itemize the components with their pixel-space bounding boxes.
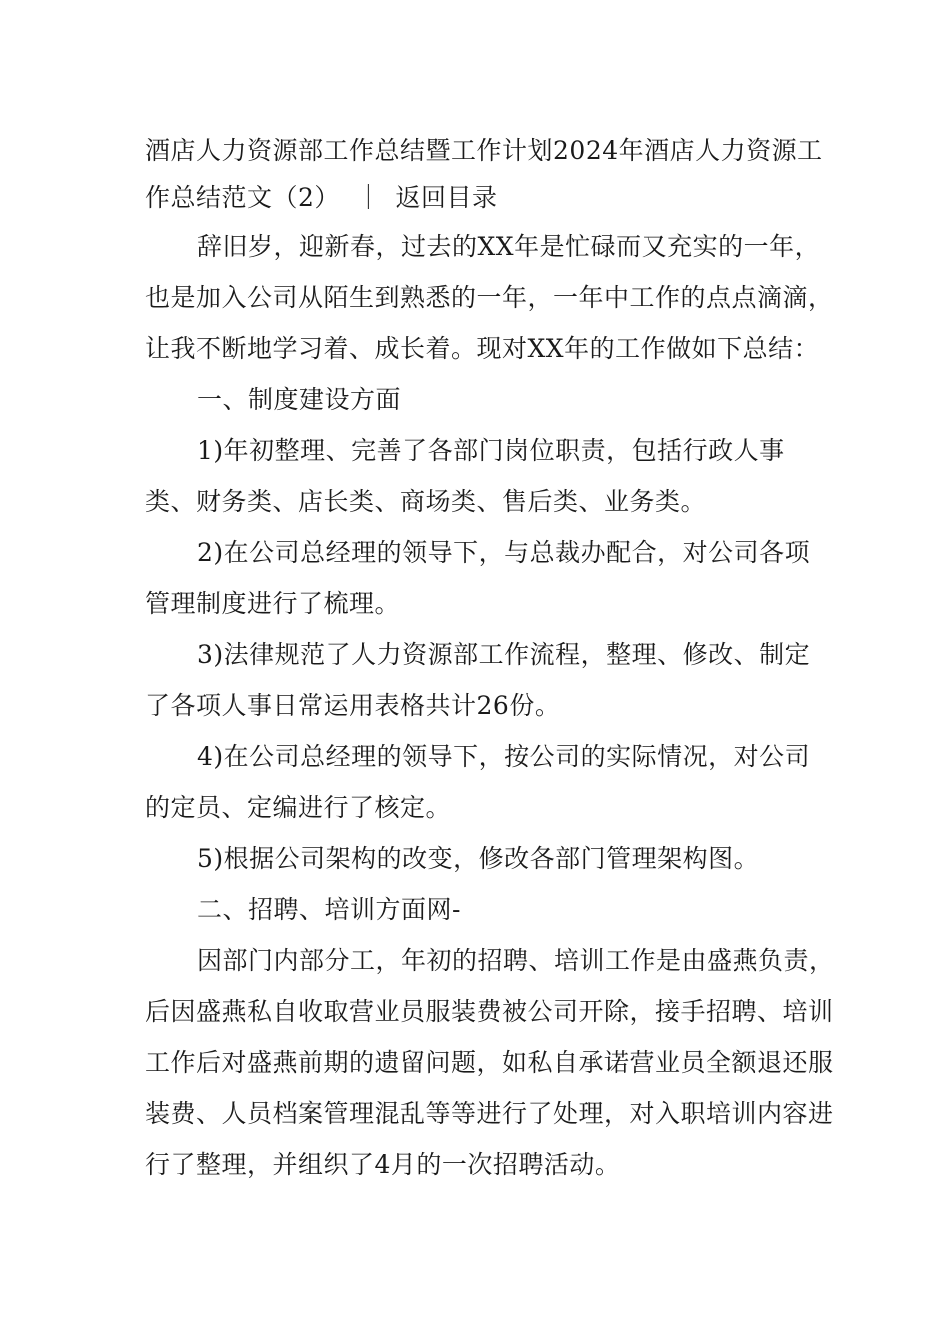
paragraph-item-5: 5)根据公司架构的改变，修改各部门管理架构图。 — [197, 844, 760, 873]
paragraph-recruitment: 因部门内部分工，年初的招聘、培训工作是由盛燕负责，后因盛燕私自收取营业员服装费被公司开除，接手招聘、培训工作后对盛燕前期的遗留问题，如私自承诺营业员全额退还服装费、人员档案管理混乱等等进行了处理，对入职培训内容进行了整理，并组织了4月的一次招聘活动。 — [145, 946, 835, 1179]
document-body — [145, 127, 835, 1190]
document-title — [145, 127, 835, 221]
title-separator: ｜ — [355, 183, 382, 212]
paragraph-intro: 辞旧岁，迎新春，过去的XX年是忙碌而又充实的一年，也是加入公司从陌生到熟悉的一年，一年中工作的点点滴滴，让我不断地学习着、成长着。现对XX年的工作做如下总结： — [145, 232, 834, 363]
back-to-toc-link[interactable]: 返回目录 — [395, 183, 498, 212]
section-heading-1: 一、制度建设方面 — [197, 385, 402, 414]
paragraph-item-1: 1)年初整理、完善了各部门岗位职责，包括行政人事类、财务类、店长类、商场类、售后类、业务类。 — [145, 436, 785, 516]
paragraph-item-4: 4)在公司总经理的领导下，按公司的实际情况，对公司的定员、定编进行了核定。 — [145, 742, 811, 822]
paragraph-item-2: 2)在公司总经理的领导下，与总裁办配合，对公司各项管理制度进行了梳理。 — [145, 538, 811, 618]
paragraph-item-3: 3)法律规范了人力资源部工作流程，整理、修改、制定了各项人事日常运用表格共计26份。 — [145, 640, 811, 720]
section-heading-2: 二、招聘、培训方面网- — [197, 895, 461, 924]
title-text: 酒店人力资源部工作总结暨工作计划2024年酒店人力资源工作总结范文（2） — [145, 136, 823, 212]
